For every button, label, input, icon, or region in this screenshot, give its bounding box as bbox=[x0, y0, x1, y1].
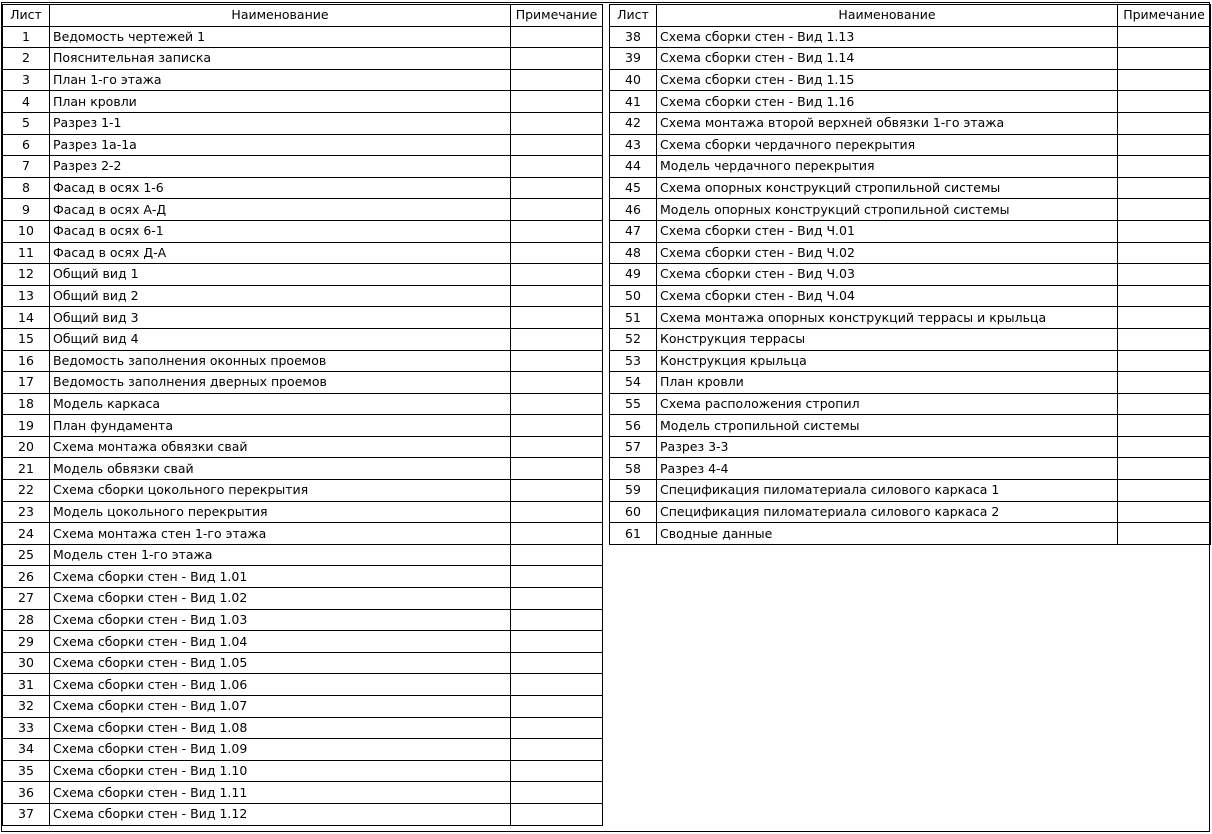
table-row bbox=[3, 177, 603, 199]
sheet-name-cell: Общий вид 1 bbox=[50, 264, 511, 286]
sheet-note-cell bbox=[511, 69, 603, 91]
table-row bbox=[610, 134, 1211, 156]
sheet-number-cell: 29 bbox=[3, 631, 50, 653]
table-body-left bbox=[3, 26, 603, 825]
column-header-name: Наименование bbox=[50, 5, 511, 27]
table-row bbox=[610, 285, 1211, 307]
sheet-note-cell bbox=[1118, 436, 1211, 458]
sheet-number-cell: 35 bbox=[3, 760, 50, 782]
table-row bbox=[610, 523, 1211, 545]
table-row bbox=[610, 48, 1211, 70]
sheet-note-cell bbox=[1118, 242, 1211, 264]
table-row bbox=[610, 177, 1211, 199]
sheet-note-cell bbox=[511, 177, 603, 199]
sheet-number-cell: 2 bbox=[3, 48, 50, 70]
table-row bbox=[610, 436, 1211, 458]
sheet-note-cell bbox=[511, 652, 603, 674]
sheet-number-cell: 43 bbox=[610, 134, 657, 156]
table-row bbox=[610, 156, 1211, 178]
sheet-name-cell: Схема монтажа стен 1-го этажа bbox=[50, 523, 511, 545]
table-row bbox=[610, 91, 1211, 113]
sheet-number-cell: 38 bbox=[610, 26, 657, 48]
sheet-name-cell: Разрез 4-4 bbox=[657, 458, 1118, 480]
sheet-note-cell bbox=[511, 264, 603, 286]
sheet-name-cell: Схема сборки стен - Вид 1.02 bbox=[50, 588, 511, 610]
column-header-sheet: Лист bbox=[3, 5, 50, 27]
sheet-number-cell: 14 bbox=[3, 307, 50, 329]
sheet-number-cell: 34 bbox=[3, 739, 50, 761]
sheet-name-cell: Схема сборки стен - Вид 1.07 bbox=[50, 696, 511, 718]
table-row bbox=[610, 393, 1211, 415]
table-row bbox=[610, 264, 1211, 286]
column-header-note: Примечание bbox=[511, 5, 603, 27]
table-row bbox=[3, 436, 603, 458]
sheet-note-cell bbox=[511, 134, 603, 156]
sheet-name-cell: Схема сборки стен - Вид 1.04 bbox=[50, 631, 511, 653]
sheet-number-cell: 18 bbox=[3, 393, 50, 415]
sheet-number-cell: 16 bbox=[3, 350, 50, 372]
table-row bbox=[3, 803, 603, 825]
sheet-note-cell bbox=[1118, 48, 1211, 70]
sheet-number-cell: 49 bbox=[610, 264, 657, 286]
sheet-number-cell: 41 bbox=[610, 91, 657, 113]
sheet-note-cell bbox=[1118, 156, 1211, 178]
sheet-name-cell: Модель стропильной системы bbox=[657, 415, 1118, 437]
sheet-name-cell: Схема сборки стен - Вид Ч.04 bbox=[657, 285, 1118, 307]
sheet-number-cell: 13 bbox=[3, 285, 50, 307]
sheet-name-cell: Общий вид 2 bbox=[50, 285, 511, 307]
drawing-list-table-left bbox=[2, 4, 603, 826]
sheet-name-cell: Схема сборки стен - Вид 1.12 bbox=[50, 803, 511, 825]
sheet-name-cell: Схема сборки стен - Вид 1.16 bbox=[657, 91, 1118, 113]
sheet-note-cell bbox=[1118, 112, 1211, 134]
column-header-note: Примечание bbox=[1118, 5, 1211, 27]
sheet-name-cell: Схема сборки стен - Вид 1.01 bbox=[50, 566, 511, 588]
sheet-note-cell bbox=[511, 480, 603, 502]
sheet-number-cell: 23 bbox=[3, 501, 50, 523]
sheet-number-cell: 44 bbox=[610, 156, 657, 178]
sheet-number-cell: 36 bbox=[3, 782, 50, 804]
sheet-name-cell: Схема сборки стен - Вид 1.08 bbox=[50, 717, 511, 739]
table-row bbox=[610, 458, 1211, 480]
sheet-note-cell bbox=[1118, 69, 1211, 91]
table-row bbox=[3, 69, 603, 91]
sheet-name-cell: Схема сборки стен - Вид 1.15 bbox=[657, 69, 1118, 91]
sheet-number-cell: 47 bbox=[610, 220, 657, 242]
sheet-name-cell: Схема сборки стен - Вид 1.03 bbox=[50, 609, 511, 631]
sheet-name-cell: Общий вид 3 bbox=[50, 307, 511, 329]
column-header-name: Наименование bbox=[657, 5, 1118, 27]
table-row bbox=[3, 91, 603, 113]
sheet-number-cell: 58 bbox=[610, 458, 657, 480]
table-row bbox=[610, 69, 1211, 91]
sheet-note-cell bbox=[1118, 285, 1211, 307]
sheet-number-cell: 54 bbox=[610, 372, 657, 394]
sheet-name-cell: Конструкция крыльца bbox=[657, 350, 1118, 372]
sheet-number-cell: 12 bbox=[3, 264, 50, 286]
sheet-note-cell bbox=[511, 609, 603, 631]
sheet-note-cell bbox=[511, 372, 603, 394]
drawing-list-table-right bbox=[609, 4, 1211, 545]
sheet-number-cell: 19 bbox=[3, 415, 50, 437]
sheet-number-cell: 53 bbox=[610, 350, 657, 372]
table-row bbox=[3, 631, 603, 653]
sheet-name-cell: Схема сборки стен - Вид 1.05 bbox=[50, 652, 511, 674]
sheet-number-cell: 8 bbox=[3, 177, 50, 199]
table-row bbox=[3, 674, 603, 696]
sheet-note-cell bbox=[511, 393, 603, 415]
table-row bbox=[3, 372, 603, 394]
table-row bbox=[3, 458, 603, 480]
sheet-note-cell bbox=[511, 436, 603, 458]
table-row bbox=[3, 220, 603, 242]
sheet-note-cell bbox=[511, 760, 603, 782]
sheet-note-cell bbox=[1118, 220, 1211, 242]
sheet-name-cell: Фасад в осях 1-6 bbox=[50, 177, 511, 199]
sheet-number-cell: 30 bbox=[3, 652, 50, 674]
table-row bbox=[610, 372, 1211, 394]
sheet-name-cell: Схема сборки стен - Вид Ч.02 bbox=[657, 242, 1118, 264]
sheet-number-cell: 3 bbox=[3, 69, 50, 91]
sheet-name-cell: Схема сборки стен - Вид 1.10 bbox=[50, 760, 511, 782]
table-row bbox=[3, 26, 603, 48]
sheet-name-cell: Схема опорных конструкций стропильной системы bbox=[657, 177, 1118, 199]
sheet-name-cell: Сводные данные bbox=[657, 523, 1118, 545]
table-header-row bbox=[610, 5, 1211, 27]
sheet-note-cell bbox=[1118, 523, 1211, 545]
sheet-note-cell bbox=[511, 803, 603, 825]
sheet-note-cell bbox=[511, 566, 603, 588]
sheet-number-cell: 10 bbox=[3, 220, 50, 242]
sheet-name-cell: Схема сборки чердачного перекрытия bbox=[657, 134, 1118, 156]
table-row bbox=[3, 652, 603, 674]
sheet-note-cell bbox=[1118, 415, 1211, 437]
table-row bbox=[610, 112, 1211, 134]
sheet-name-cell: Модель цокольного перекрытия bbox=[50, 501, 511, 523]
table-row bbox=[3, 523, 603, 545]
sheet-name-cell: Ведомость чертежей 1 bbox=[50, 26, 511, 48]
sheet-number-cell: 28 bbox=[3, 609, 50, 631]
sheet-number-cell: 20 bbox=[3, 436, 50, 458]
sheet-name-cell: План 1-го этажа bbox=[50, 69, 511, 91]
sheet-number-cell: 17 bbox=[3, 372, 50, 394]
table-row bbox=[3, 544, 603, 566]
sheet-note-cell bbox=[511, 631, 603, 653]
sheet-note-cell bbox=[511, 91, 603, 113]
table-row bbox=[610, 199, 1211, 221]
sheet-name-cell: Разрез 3-3 bbox=[657, 436, 1118, 458]
sheet-number-cell: 39 bbox=[610, 48, 657, 70]
sheet-name-cell: Фасад в осях А-Д bbox=[50, 199, 511, 221]
sheet-name-cell: Ведомость заполнения дверных проемов bbox=[50, 372, 511, 394]
table-row bbox=[610, 242, 1211, 264]
sheet-name-cell: Схема сборки стен - Вид 1.11 bbox=[50, 782, 511, 804]
sheet-note-cell bbox=[511, 328, 603, 350]
sheet-name-cell: Модель каркаса bbox=[50, 393, 511, 415]
sheet-note-cell bbox=[1118, 199, 1211, 221]
sheet-name-cell: Схема сборки стен - Вид 1.13 bbox=[657, 26, 1118, 48]
table-row bbox=[3, 48, 603, 70]
table-row bbox=[610, 307, 1211, 329]
table-row bbox=[3, 350, 603, 372]
sheet-name-cell: Ведомость заполнения оконных проемов bbox=[50, 350, 511, 372]
table-row bbox=[3, 264, 603, 286]
sheet-name-cell: Модель обвязки свай bbox=[50, 458, 511, 480]
table-row bbox=[3, 415, 603, 437]
sheet-name-cell: Общий вид 4 bbox=[50, 328, 511, 350]
sheet-name-cell: Схема сборки стен - Вид 1.14 bbox=[657, 48, 1118, 70]
table-row bbox=[610, 350, 1211, 372]
sheet-number-cell: 11 bbox=[3, 242, 50, 264]
sheet-name-cell: Разрез 2-2 bbox=[50, 156, 511, 178]
table-row bbox=[3, 696, 603, 718]
sheet-note-cell bbox=[1118, 264, 1211, 286]
sheet-name-cell: Спецификация пиломатериала силового каркаса 2 bbox=[657, 501, 1118, 523]
sheet-note-cell bbox=[1118, 328, 1211, 350]
sheet-note-cell bbox=[511, 588, 603, 610]
table-row bbox=[3, 739, 603, 761]
sheet-note-cell bbox=[511, 156, 603, 178]
sheet-note-cell bbox=[511, 415, 603, 437]
sheet-name-cell: Пояснительная записка bbox=[50, 48, 511, 70]
sheet-name-cell: Конструкция террасы bbox=[657, 328, 1118, 350]
table-row bbox=[3, 717, 603, 739]
table-row bbox=[3, 328, 603, 350]
sheet-note-cell bbox=[511, 242, 603, 264]
sheet-note-cell bbox=[511, 544, 603, 566]
sheet-name-cell: Схема монтажа опорных конструкций террасы и крыльца bbox=[657, 307, 1118, 329]
sheet-note-cell bbox=[511, 501, 603, 523]
table-row bbox=[3, 393, 603, 415]
sheet-number-cell: 5 bbox=[3, 112, 50, 134]
sheet-name-cell: Спецификация пиломатериала силового каркаса 1 bbox=[657, 480, 1118, 502]
sheet-note-cell bbox=[511, 112, 603, 134]
sheet-name-cell: Фасад в осях 6-1 bbox=[50, 220, 511, 242]
sheet-note-cell bbox=[1118, 501, 1211, 523]
table-row bbox=[3, 156, 603, 178]
sheet-note-cell bbox=[1118, 91, 1211, 113]
sheet-number-cell: 32 bbox=[3, 696, 50, 718]
sheet-note-cell bbox=[1118, 480, 1211, 502]
sheet-note-cell bbox=[1118, 458, 1211, 480]
sheet-note-cell bbox=[511, 523, 603, 545]
sheet-note-cell bbox=[511, 696, 603, 718]
sheet-number-cell: 25 bbox=[3, 544, 50, 566]
sheet-name-cell: Модель чердачного перекрытия bbox=[657, 156, 1118, 178]
sheet-number-cell: 15 bbox=[3, 328, 50, 350]
table-row bbox=[3, 609, 603, 631]
sheet-note-cell bbox=[1118, 26, 1211, 48]
sheet-note-cell bbox=[1118, 307, 1211, 329]
sheet-note-cell bbox=[511, 782, 603, 804]
table-body-right bbox=[610, 26, 1211, 544]
sheet-note-cell bbox=[511, 674, 603, 696]
sheet-note-cell bbox=[1118, 350, 1211, 372]
table-row bbox=[3, 480, 603, 502]
sheet-number-cell: 60 bbox=[610, 501, 657, 523]
sheet-name-cell: Схема сборки стен - Вид Ч.03 bbox=[657, 264, 1118, 286]
sheet-note-cell bbox=[511, 717, 603, 739]
table-row bbox=[610, 220, 1211, 242]
table-row bbox=[3, 782, 603, 804]
table-row bbox=[610, 501, 1211, 523]
sheet-number-cell: 9 bbox=[3, 199, 50, 221]
table-row bbox=[3, 134, 603, 156]
sheet-name-cell: Фасад в осях Д-А bbox=[50, 242, 511, 264]
sheet-note-cell bbox=[511, 220, 603, 242]
sheet-note-cell bbox=[1118, 134, 1211, 156]
sheet-number-cell: 24 bbox=[3, 523, 50, 545]
sheet-name-cell: План кровли bbox=[50, 91, 511, 113]
sheet-note-cell bbox=[511, 307, 603, 329]
sheet-number-cell: 4 bbox=[3, 91, 50, 113]
table-row bbox=[3, 199, 603, 221]
sheet-name-cell: План кровли bbox=[657, 372, 1118, 394]
sheet-note-cell bbox=[511, 739, 603, 761]
sheet-number-cell: 46 bbox=[610, 199, 657, 221]
sheet-name-cell: Модель стен 1-го этажа bbox=[50, 544, 511, 566]
sheet-number-cell: 1 bbox=[3, 26, 50, 48]
sheet-name-cell: Разрез 1а-1а bbox=[50, 134, 511, 156]
table-row bbox=[3, 501, 603, 523]
sheet-number-cell: 56 bbox=[610, 415, 657, 437]
sheet-number-cell: 59 bbox=[610, 480, 657, 502]
sheet-name-cell: Схема расположения стропил bbox=[657, 393, 1118, 415]
sheet-number-cell: 27 bbox=[3, 588, 50, 610]
table-header-row bbox=[3, 5, 603, 27]
sheet-name-cell: Схема монтажа второй верхней обвязки 1-го этажа bbox=[657, 112, 1118, 134]
table-row bbox=[3, 588, 603, 610]
sheet-name-cell: Схема сборки стен - Вид Ч.01 bbox=[657, 220, 1118, 242]
sheet-name-cell: Схема сборки цокольного перекрытия bbox=[50, 480, 511, 502]
sheet-name-cell: Модель опорных конструкций стропильной системы bbox=[657, 199, 1118, 221]
sheet-note-cell bbox=[1118, 393, 1211, 415]
sheet-number-cell: 40 bbox=[610, 69, 657, 91]
sheet-number-cell: 50 bbox=[610, 285, 657, 307]
table-row bbox=[3, 566, 603, 588]
sheet-number-cell: 61 bbox=[610, 523, 657, 545]
table-row bbox=[3, 760, 603, 782]
sheet-note-cell bbox=[511, 285, 603, 307]
sheet-number-cell: 6 bbox=[3, 134, 50, 156]
sheet-number-cell: 45 bbox=[610, 177, 657, 199]
sheet-number-cell: 31 bbox=[3, 674, 50, 696]
table-row bbox=[3, 307, 603, 329]
sheet-note-cell bbox=[511, 26, 603, 48]
sheet-number-cell: 26 bbox=[3, 566, 50, 588]
sheet-note-cell bbox=[511, 48, 603, 70]
sheet-note-cell bbox=[1118, 372, 1211, 394]
table-row bbox=[610, 26, 1211, 48]
sheet-number-cell: 33 bbox=[3, 717, 50, 739]
sheet-number-cell: 48 bbox=[610, 242, 657, 264]
sheet-note-cell bbox=[511, 350, 603, 372]
table-row bbox=[3, 112, 603, 134]
sheet-number-cell: 52 bbox=[610, 328, 657, 350]
table-row bbox=[3, 285, 603, 307]
table-row bbox=[610, 480, 1211, 502]
sheet-name-cell: Схема монтажа обвязки свай bbox=[50, 436, 511, 458]
sheet-number-cell: 57 bbox=[610, 436, 657, 458]
sheet-name-cell: План фундамента bbox=[50, 415, 511, 437]
table-row bbox=[610, 415, 1211, 437]
sheet-number-cell: 51 bbox=[610, 307, 657, 329]
sheet-note-cell bbox=[511, 458, 603, 480]
sheet-number-cell: 55 bbox=[610, 393, 657, 415]
column-header-sheet: Лист bbox=[610, 5, 657, 27]
sheet-name-cell: Разрез 1-1 bbox=[50, 112, 511, 134]
sheet-number-cell: 37 bbox=[3, 803, 50, 825]
sheet-name-cell: Схема сборки стен - Вид 1.06 bbox=[50, 674, 511, 696]
sheet-name-cell: Схема сборки стен - Вид 1.09 bbox=[50, 739, 511, 761]
sheet-number-cell: 42 bbox=[610, 112, 657, 134]
sheet-note-cell bbox=[1118, 177, 1211, 199]
sheet-number-cell: 22 bbox=[3, 480, 50, 502]
sheet-number-cell: 7 bbox=[3, 156, 50, 178]
sheet-note-cell bbox=[511, 199, 603, 221]
table-row bbox=[610, 328, 1211, 350]
table-row bbox=[3, 242, 603, 264]
sheet-number-cell: 21 bbox=[3, 458, 50, 480]
